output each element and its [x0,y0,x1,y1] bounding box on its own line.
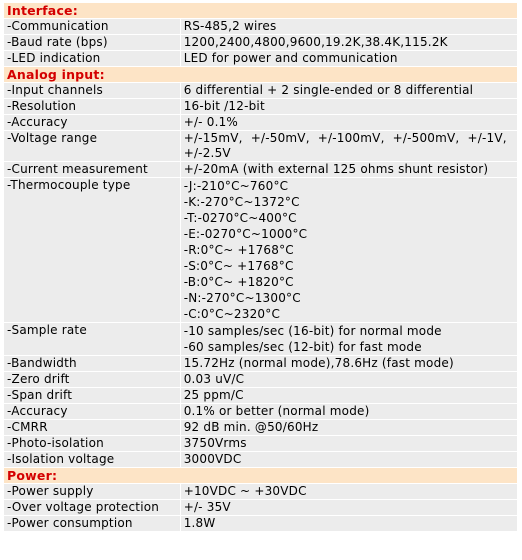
spec-value-list [181,178,518,323]
spec-value: 15.72Hz (normal mode),78.6Hz (fast mode) [181,356,518,372]
spec-row-power-consumption [4,516,518,532]
thermocouple-line: -R:0°C~ +1768°C [183,243,294,257]
thermocouple-line: -E:-0270°C~1000°C [183,227,308,241]
spec-row-baud-rate [4,35,518,51]
spec-value-list [181,323,518,356]
spec-label: -Communication [4,19,181,35]
spec-value: 16-bit /12-bit [181,99,518,115]
spec-value: 92 dB min. @50/60Hz [181,420,518,436]
spec-label: -Thermocouple type [4,178,181,323]
spec-row-power-supply [4,484,518,500]
spec-value: RS-485,2 wires [181,19,518,35]
spec-row-voltage-range [4,131,518,162]
spec-value: +/-20mA (with external 125 ohms shunt resistor) [181,162,518,178]
spec-value: 1.8W [181,516,518,532]
section-title: Analog input: [4,67,518,83]
sample-rate-line: -10 samples/sec (16-bit) for normal mode [183,324,442,338]
spec-value: 6 differential + 2 single-ended or 8 differential [181,83,518,99]
spec-value: +10VDC ~ +30VDC [181,484,518,500]
spec-label: -Input channels [4,83,181,99]
section-title: Power: [4,468,518,484]
spec-value: +/-15mV, +/-50mV, +/-100mV, +/-500mV, +/-1V, +/-2.5V [181,131,518,162]
thermocouple-line: -S:0°C~ +1768°C [183,259,294,273]
spec-label: -Isolation voltage [4,452,181,468]
spec-row-accuracy [4,115,518,131]
thermocouple-line: -T:-0270°C~400°C [183,211,297,225]
thermocouple-line: -B:0°C~ +1820°C [183,275,294,289]
spec-row-communication [4,19,518,35]
spec-row-resolution [4,99,518,115]
spec-row-current-measurement [4,162,518,178]
spec-label: -Accuracy [4,115,181,131]
spec-value: 25 ppm/C [181,388,518,404]
spec-value: +/- 0.1% [181,115,518,131]
spec-label: -Current measurement [4,162,181,178]
sample-rate-line: -60 samples/sec (12-bit) for fast mode [183,340,422,354]
spec-value: +/- 35V [181,500,518,516]
spec-value: 1200,2400,4800,9600,19.2K,38.4K,115.2K [181,35,518,51]
spec-label: -Sample rate [4,323,181,356]
spec-row-accuracy-2 [4,404,518,420]
thermocouple-line: -K:-270°C~1372°C [183,195,300,209]
spec-label: -Over voltage protection [4,500,181,516]
spec-label: -Voltage range [4,131,181,162]
spec-label: -Span drift [4,388,181,404]
spec-row-led-indication [4,51,518,67]
section-analog-input [4,67,518,83]
thermocouple-line: -N:-270°C~1300°C [183,291,301,305]
spec-row-isolation-voltage [4,452,518,468]
spec-row-bandwidth [4,356,518,372]
spec-row-over-voltage-protection [4,500,518,516]
spec-label: -Power consumption [4,516,181,532]
section-title: Interface: [4,3,518,19]
spec-table [4,2,518,532]
spec-label: -LED indication [4,51,181,67]
spec-label: -Baud rate (bps) [4,35,181,51]
spec-row-zero-drift [4,372,518,388]
spec-label: -CMRR [4,420,181,436]
spec-row-photo-isolation [4,436,518,452]
spec-label: -Accuracy [4,404,181,420]
spec-value: 3000VDC [181,452,518,468]
section-interface [4,3,518,19]
spec-label: -Bandwidth [4,356,181,372]
spec-row-cmrr [4,420,518,436]
thermocouple-line: -J:-210°C~760°C [183,179,289,193]
spec-label: -Photo-isolation [4,436,181,452]
spec-row-thermocouple-type [4,178,518,323]
spec-label: -Resolution [4,99,181,115]
spec-value: 0.03 uV/C [181,372,518,388]
spec-label: -Power supply [4,484,181,500]
spec-label: -Zero drift [4,372,181,388]
spec-value: LED for power and communication [181,51,518,67]
spec-value: 3750Vrms [181,436,518,452]
spec-row-input-channels [4,83,518,99]
thermocouple-line: -C:0°C~2320°C [183,307,281,321]
section-power [4,468,518,484]
spec-row-sample-rate [4,323,518,356]
spec-value: 0.1% or better (normal mode) [181,404,518,420]
spec-row-span-drift [4,388,518,404]
